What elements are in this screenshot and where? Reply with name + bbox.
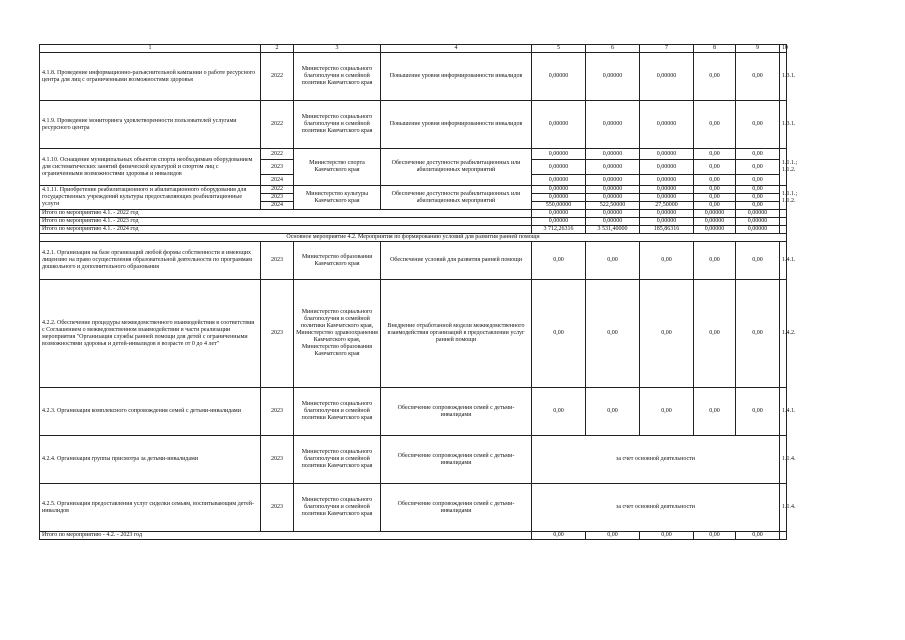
executor-cell: Министерство культуры Камчатского края [294,186,381,210]
value-cell: 522,50000 [586,202,640,210]
value-cell: 0,00 [736,149,780,160]
total-label: Итого по мероприятию - 4.2. - 2023 год [40,532,532,540]
value-cell: 0,00 [532,242,586,280]
table-body [40,45,798,540]
header-cell: 1 [40,45,261,53]
activity-name: 4.2.5. Организация предоставления услуг сиделки семьям, воспитывающим детей-инвалидов [40,484,261,532]
value-cell: 0,00 [586,242,640,280]
value-cell: 0,00000 [586,101,640,149]
total-label: Итого по мероприятию 4.1. - 2022 год [40,210,532,218]
empty-cell [780,532,787,540]
indicator-cell: 1.3.1. [780,53,787,101]
value-cell: 0,00000 [640,149,694,160]
executor-cell: Министерство социального благополучия и семейной политики Камчатского края, Министерство здравоохранения Камчатского края, Министерство образования Камчатского края [294,280,381,388]
value-cell: 0,00000 [532,194,586,202]
result-cell: Обеспечение сопровождения семей с детьми-инвалидами [381,388,532,436]
table-row [40,186,787,194]
total-value: 0,00000 [586,210,640,218]
value-cell: 0,00000 [640,101,694,149]
value-cell: 0,00000 [532,186,586,194]
total-value: 0,00000 [736,218,780,226]
table-row [40,242,787,280]
value-cell: 0,00 [694,101,736,149]
value-cell: 0,00000 [640,53,694,101]
indicator-cell: 1.1.1.; 1.1.2. [780,186,787,210]
value-cell: 0,00000 [532,160,586,175]
activity-name: 4.1.10. Оснащение муниципальных объектов спорта необходимым оборудованием для систематических занятий физической культурой и спортом лиц с ограниченными возможностями здоровья и инвалидов [40,149,261,186]
header-cell: 6 [586,45,640,53]
total-row [40,210,787,218]
header-cell: 8 [694,45,736,53]
value-cell: 0,00 [694,160,736,175]
result-cell: Обеспечение доступности реабилитационных или абилитационных мероприятий [381,149,532,186]
year-cell: 2023 [261,388,294,436]
value-cell: 0,00000 [532,53,586,101]
header-cell: 3 [294,45,381,53]
value-cell: 27,50000 [640,202,694,210]
value-cell: 0,00 [640,242,694,280]
value-cell: 0,00 [586,388,640,436]
total-value: 0,00000 [694,218,736,226]
activity-name: 4.2.1. Организация на базе организаций любой формы собственности и имеющих лицензию на право осуществления образовательной деятельности по программам дошкольного и дополнительного образования [40,242,261,280]
result-cell: Внедрение отработанной модели межведомственного взаимодействия организаций в предоставлении услуг ранней помощи [381,280,532,388]
table-row [40,101,787,149]
empty-cell [780,226,787,234]
value-cell: 0,00 [736,388,780,436]
indicator-cell: 1.3.1. [780,101,787,149]
executor-cell: Министерство социального благополучия и семейной политики Камчатского края [294,388,381,436]
empty-cell [780,218,787,226]
value-cell: 0,00 [694,194,736,202]
year-cell: 2024 [261,202,294,210]
value-cell: 0,00 [694,202,736,210]
table-row [40,436,787,484]
year-cell: 2023 [261,280,294,388]
executor-cell: Министерство спорта Камчатского края [294,149,381,186]
value-cell: 0,00 [736,186,780,194]
value-cell: 0,00000 [640,194,694,202]
total-value: 0,00 [532,532,586,540]
result-cell: Повышение уровня информированности инвалидов [381,53,532,101]
value-cell: 0,00000 [586,53,640,101]
table-row [40,149,787,160]
result-cell: Обеспечение сопровождения семей с детьми-инвалидами [381,484,532,532]
activity-name: 4.2.2. Обеспечение процедуры межведомственного взаимодействия в соответствии с Соглашением о межведомственном взаимодействии в части реализации мероприятия "Организация службы ранней помощи для детей с ограниченными возможностями здоровья и детей-инвалидов в возрасте от 0 до 4 лет" [40,280,261,388]
value-cell: 0,00 [640,388,694,436]
activity-name: 4.1.11. Приобретение реабилитационного и абилитационного оборудования для государственных учреждений культуры предоставляющих реабилитационные услуги [40,186,261,210]
value-cell: 0,00 [532,280,586,388]
value-cell: 0,00000 [586,186,640,194]
year-cell: 2023 [261,242,294,280]
total-value: 0,00000 [532,218,586,226]
value-cell: 0,00 [586,280,640,388]
document-page [39,44,798,540]
result-cell: Обеспечение доступности реабилитационных или абилитационных мероприятий [381,186,532,210]
value-cell: 0,00000 [586,149,640,160]
total-row [40,218,787,226]
executor-cell: Министерство образования Камчатского края [294,242,381,280]
value-cell: 0,00 [736,194,780,202]
indicator-cell: 1.4.1. [780,388,787,436]
indicator-cell: 1.4.1. [780,242,787,280]
value-cell: 0,00 [694,149,736,160]
total-value: 0,00000 [586,218,640,226]
year-cell: 2023 [261,484,294,532]
header-cell: 9 [736,45,780,53]
total-value: 0,00000 [532,210,586,218]
activity-name: 4.2.4. Организация группы присмотра за детьми-инвалидами [40,436,261,484]
year-cell: 2022 [261,53,294,101]
value-cell: 0,00000 [586,194,640,202]
header-cell: 10 [780,45,787,53]
indicator-cell: 1.1.1.; 1.1.2. [780,149,787,186]
value-cell: 0,00 [736,280,780,388]
value-cell: 0,00 [694,53,736,101]
funding-note: за счет основной деятельности [532,484,780,532]
year-cell: 2024 [261,175,294,186]
year-cell: 2022 [261,149,294,160]
value-cell: 0,00 [736,53,780,101]
value-cell: 0,00 [694,175,736,186]
executor-cell: Министерство социального благополучия и семейной политики Камчатского края [294,484,381,532]
total-label: Итого по мероприятию 4.1. - 2024 год [40,226,532,234]
header-row [40,45,787,53]
year-cell: 2023 [261,194,294,202]
header-cell: 5 [532,45,586,53]
value-cell: 0,00 [694,242,736,280]
indicator-cell: 1.1.4. [780,484,787,532]
result-cell: Обеспечение сопровождения семей с детьми-инвалидами [381,436,532,484]
table-row [40,280,787,388]
table-row [40,388,787,436]
section-title: Основное мероприятие 4.2. Мероприятия по формированию условий для развития ранней помощи [40,234,787,242]
value-cell: 0,00000 [640,186,694,194]
total-value: 0,00000 [640,218,694,226]
table-row [40,53,787,101]
executor-cell: Министерство социального благополучия и семейной политики Камчатского края [294,53,381,101]
year-cell: 2023 [261,436,294,484]
value-cell: 0,00000 [586,175,640,186]
activity-name: 4.1.9. Проведение мониторинга удовлетворенности пользователей услугами ресурсного центра [40,101,261,149]
total-value: 3 712,26316 [532,226,586,234]
value-cell: 0,00 [532,388,586,436]
year-cell: 2022 [261,186,294,194]
executor-cell: Министерство социального благополучия и семейной политики Камчатского края [294,436,381,484]
total-value: 0,00 [640,532,694,540]
value-cell: 0,00 [694,280,736,388]
activity-name: 4.2.3. Организация комплексного сопровождения семей с детьми-инвалидами [40,388,261,436]
value-cell: 0,00 [694,186,736,194]
empty-cell [780,210,787,218]
indicator-cell: 1.1.4. [780,436,787,484]
total-value: 0,00000 [736,226,780,234]
total-value: 0,00 [694,532,736,540]
value-cell: 0,00000 [640,160,694,175]
program-table [39,44,798,540]
header-cell: 4 [381,45,532,53]
value-cell: 0,00000 [532,149,586,160]
total-value: 0,00 [736,532,780,540]
value-cell: 0,00000 [586,160,640,175]
total-value: 185,86316 [640,226,694,234]
executor-cell: Министерство социального благополучия и семейной политики Камчатского края [294,101,381,149]
year-cell: 2022 [261,101,294,149]
result-cell: Повышение уровня информированности инвалидов [381,101,532,149]
year-cell: 2023 [261,160,294,175]
value-cell: 0,00 [736,202,780,210]
value-cell: 0,00 [694,388,736,436]
section-row [40,234,787,242]
value-cell: 0,00 [736,101,780,149]
value-cell: 0,00000 [532,175,586,186]
value-cell: 0,00 [736,242,780,280]
value-cell: 550,00000 [532,202,586,210]
total-value: 0,00000 [694,210,736,218]
total-value: 0,00 [586,532,640,540]
total-value: 3 531,40000 [586,226,640,234]
value-cell: 0,00 [736,160,780,175]
total-row [40,532,787,540]
total-value: 0,00000 [640,210,694,218]
activity-name: 4.1.8. Проведение информационно-разъяснительной кампании о работе ресурсного центра для лиц с ограниченными возможностями здоровья [40,53,261,101]
total-row [40,226,787,234]
result-cell: Обеспечение условий для развития ранней помощи [381,242,532,280]
indicator-cell: 1.4.2. [780,280,787,388]
header-cell: 2 [261,45,294,53]
value-cell: 0,00 [640,280,694,388]
value-cell: 0,00 [736,175,780,186]
total-label: Итого по мероприятию 4.1. - 2023 год [40,218,532,226]
total-value: 0,00000 [694,226,736,234]
funding-note: за счет основной деятельности [532,436,780,484]
table-row [40,484,787,532]
total-value: 0,00000 [736,210,780,218]
header-cell: 7 [640,45,694,53]
value-cell: 0,00000 [640,175,694,186]
value-cell: 0,00000 [532,101,586,149]
